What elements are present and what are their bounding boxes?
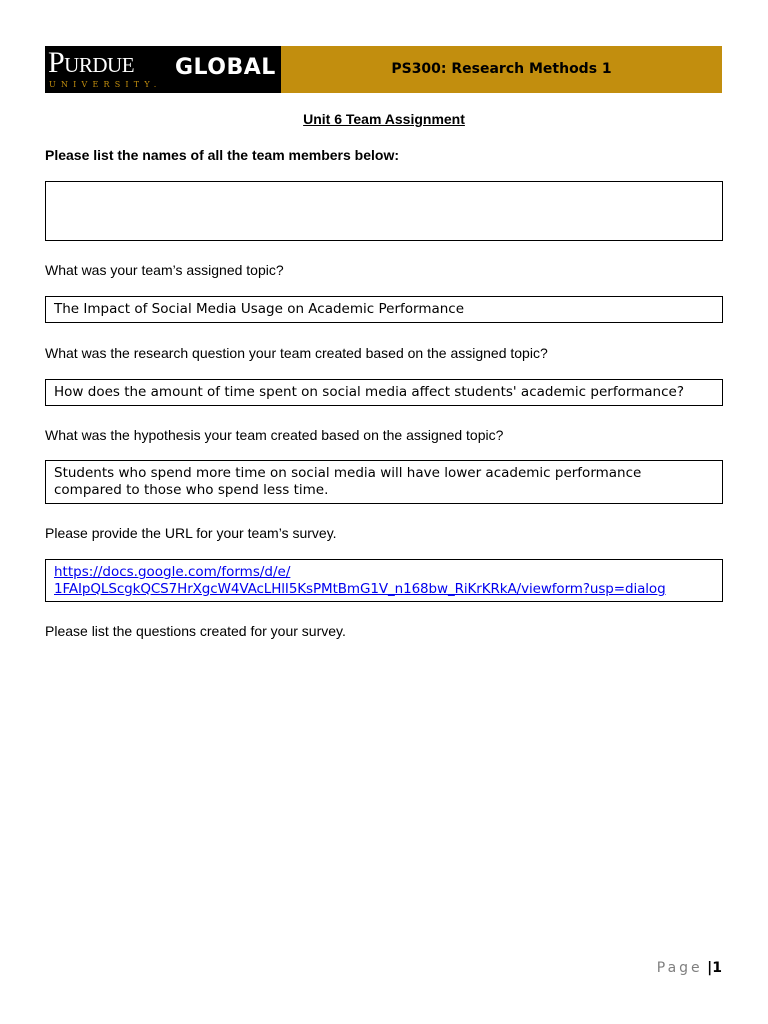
page-separator: | [707,960,713,976]
hypothesis-answer-line1: Students who spend more time on social media will have lower academic performance [54,465,642,481]
page-word: Page [656,960,703,976]
hypothesis-box[interactable] [45,460,723,504]
course-title-bar [281,46,722,93]
research-question-prompt: What was the research question your team created based on the assigned topic? [45,345,548,361]
survey-url-link-line2[interactable]: 1FAIpQLScgkQCS7HrXgcW4VAcLHlI5KsPMtBmG1V_n168bw_RiKrKRkA/viewform?usp=dialog [54,581,666,597]
document-header [45,46,722,93]
course-title: PS300: Research Methods 1 [391,61,612,77]
topic-answer: The Impact of Social Media Usage on Academic Performance [54,301,465,317]
team-members-prompt: Please list the names of all the team members below: [45,147,400,163]
survey-questions-prompt: Please list the questions created for your survey. [45,623,346,639]
topic-question: What was your team’s assigned topic? [45,262,284,278]
survey-url-link-line1[interactable]: https://docs.google.com/forms/d/e/ [54,564,291,580]
team-members-box[interactable] [45,181,723,241]
survey-url-box[interactable] [45,559,723,602]
logo-global-wordmark: GLOBAL [175,55,276,80]
hypothesis-prompt: What was the hypothesis your team created based on the assigned topic? [45,427,504,443]
purdue-global-logo [45,46,281,93]
page-footer [657,958,722,978]
logo-purdue-wordmark: Purdue [48,46,135,79]
survey-url-prompt: Please provide the URL for your team’s survey. [45,525,337,541]
logo-university-wordmark: UNIVERSITY. [49,80,162,89]
page-number: 1 [712,960,722,976]
document-title: Unit 6 Team Assignment [303,111,465,127]
hypothesis-answer-line2: compared to those who spend less time. [54,482,329,498]
research-question-answer: How does the amount of time spent on social media affect students' academic performance? [54,384,685,400]
research-question-box[interactable] [45,379,723,406]
topic-answer-box[interactable] [45,296,723,323]
